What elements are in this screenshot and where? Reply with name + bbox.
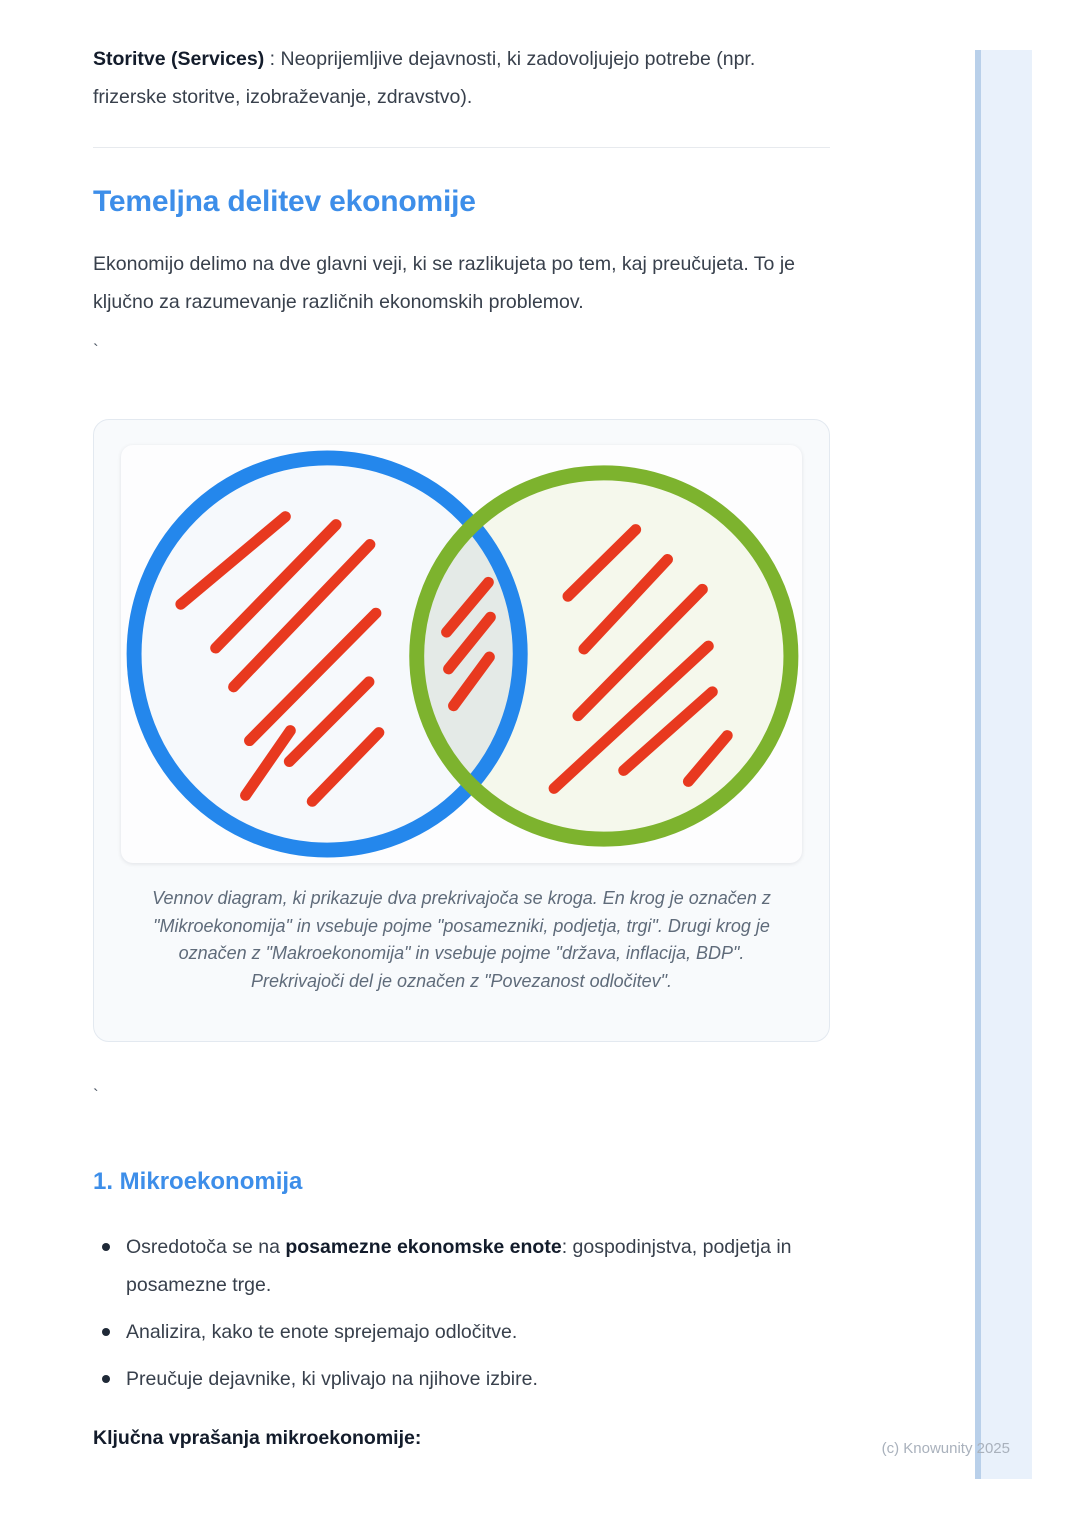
bullet-dot bbox=[102, 1375, 110, 1383]
bullet-bold-text: posamezne ekonomske enote bbox=[285, 1236, 562, 1258]
services-term: Storitve (Services) bbox=[93, 48, 265, 70]
list-item bbox=[93, 1360, 830, 1398]
venn-diagram-svg bbox=[121, 445, 802, 863]
section-title: Temeljna delitev ekonomije bbox=[93, 185, 476, 218]
bullet-text: Osredotoča se na bbox=[126, 1236, 286, 1258]
list-item bbox=[93, 1228, 830, 1304]
bullet-text: Analizira, kako te enote sprejemajo odločitve. bbox=[126, 1321, 518, 1343]
subsection-title: 1. Mikroekonomija bbox=[93, 1168, 303, 1195]
key-questions-heading: Ključna vprašanja mikroekonomije: bbox=[93, 1427, 422, 1449]
right-highlight-bar bbox=[975, 50, 1032, 1479]
copyright-footer: (c) Knowunity 2025 bbox=[881, 1440, 1010, 1457]
venn-diagram-card bbox=[93, 419, 830, 1042]
bullet-dot bbox=[102, 1328, 110, 1336]
stray-backtick-1: ` bbox=[93, 341, 99, 360]
venn-diagram-caption: Vennov diagram, ki prikazuje dva prekrivajoča se kroga. En krog je označen z "Mikroekonomija" in vsebuje pojme "posamezniki, podjetja, trgi". Drugi krog je označen z "Makroekonomija" in vsebuje pojme "država, inflacija, BDP". Prekrivajoči del je označen z "Povezanost odločitev". bbox=[152, 888, 771, 991]
bullet-text: : gospodinjstva, podjetja in posamezne trge. bbox=[126, 1236, 792, 1296]
section-divider bbox=[93, 147, 830, 148]
document-body bbox=[93, 0, 830, 1457]
bullet-dot bbox=[102, 1243, 110, 1251]
services-definition-text: : Neoprijemljive dejavnosti, ki zadovoljujejo potrebe (npr. frizerske storitve, izobraževanje, zdravstvo). bbox=[93, 48, 756, 108]
venn-diagram-image bbox=[121, 445, 802, 863]
section-intro-paragraph: Ekonomijo delimo na dve glavni veji, ki se razlikujeta po tem, kaj preučujeta. To je ključno za razumevanje različnih ekonomskih problemov. bbox=[93, 253, 795, 313]
services-definition-paragraph bbox=[93, 40, 830, 116]
stray-backtick-2: ` bbox=[93, 1086, 99, 1105]
bullet-text: Preučuje dejavnike, ki vplivajo na njihove izbire. bbox=[126, 1368, 538, 1390]
microeconomics-bullet-list bbox=[93, 1228, 830, 1398]
list-item bbox=[93, 1313, 830, 1351]
